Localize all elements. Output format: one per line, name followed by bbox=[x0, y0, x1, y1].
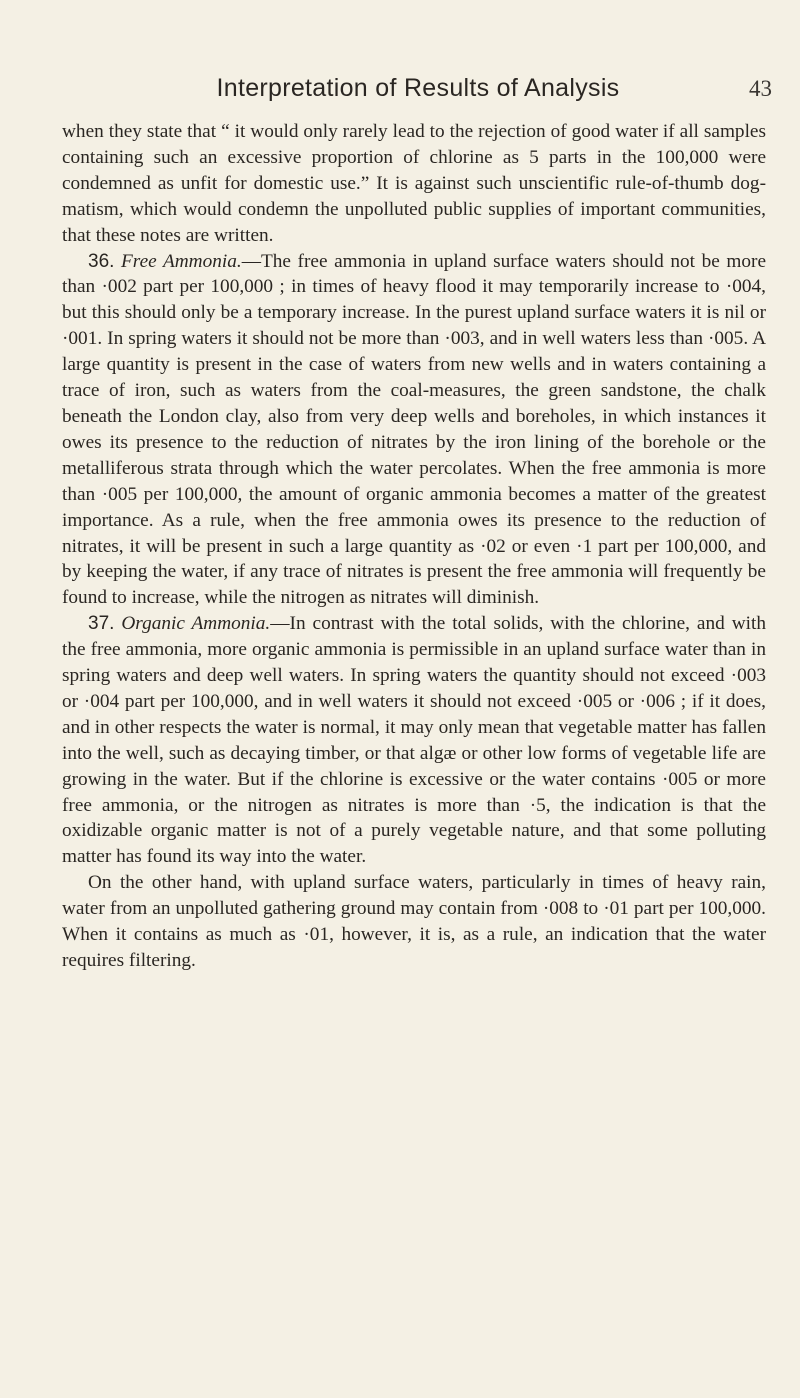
section-text: —The free ammonia in upland surface waters should not be more than ·002 part per 100,000 ; in times of heavy flood it may temporarily increase to ·004, but this should only be a temporary increase. In the purest upland surface waters it is nil or ·001. In spring waters it should not be more than ·003, and in well waters less than ·005. A large quantity is present in the case of waters from new wells and in waters containing a trace of iron, such as waters from the coal-measures, the green sandstone, the chalk beneath the London clay, also from very deep wells and boreholes, in which instances it owes its presence to the reduction of nitrates by the iron lining of the borehole or the metalliferous strata through which the water percolates. When the free ammonia is more than ·005 per 100,000, the amount of organic ammonia becomes a matter of the greatest importance. As a rule, when the free ammonia owes its presence to the reduction of nitrates, it will be present in such a large quantity as ·02 or even ·1 part per 100,000, and by keeping the water, if any trace of nitrates is present the free ammonia will frequently be found to increase, while the nitrogen as nitrates will diminish. bbox=[62, 250, 767, 609]
section-number: 36. bbox=[88, 250, 115, 272]
section-text: —In contrast with the total solids, with the chlorine, and with the free ammonia, more organic ammonia is permissible in an upland surface water than in spring waters and deep well waters. In spring waters the quantity should not exceed ·003 or ·004 part per 100,000, and in well waters it should not exceed ·005 or ·006 ; if it does, and in other respects the water is normal, it may only mean that vegetable matter has fallen into the well, such as decaying timber, or that algæ or other low forms of vegetable life are growing in the water. But if the chlorine is excessive or the water contains ·005 or more free ammonia, or the nitrogen as nitrates is more than ·5, the indication is that the oxidizable organic matter is not of a purely vegetable nature, and that some polluting matter has found its way into the water. bbox=[62, 613, 766, 868]
page-number: 43 bbox=[749, 76, 772, 101]
running-head bbox=[56, 74, 780, 114]
section-title: Free Ammonia. bbox=[121, 250, 242, 272]
body-text bbox=[62, 119, 766, 974]
section-number: 37. bbox=[88, 613, 115, 635]
section-37-organic-ammonia bbox=[62, 611, 766, 870]
section-36-free-ammonia bbox=[62, 249, 766, 612]
section-title: Organic Ammonia. bbox=[121, 613, 271, 635]
paragraph-continuation: when they state that “ it would only rarely lead to the rejection of good water if all samples containing such an excessive proportion of chlorine as 5 parts in the 100,000 were condemned as unfit for domestic use.” It is against such unscientific rule-of-thumb dog-matism, which would condemn the unpolluted public supplies of important communities, that these notes are written. bbox=[62, 121, 766, 246]
running-title: Interpretation of Results of Analysis bbox=[216, 74, 620, 102]
paragraph-upland-waters: On the other hand, with upland surface waters, particularly in times of heavy rain, water from an unpolluted gathering ground may contain from ·008 to ·01 part per 100,000. When it contains as much as ·01, however, it is, as a rule, an indication that the water requires filtering. bbox=[62, 872, 766, 971]
